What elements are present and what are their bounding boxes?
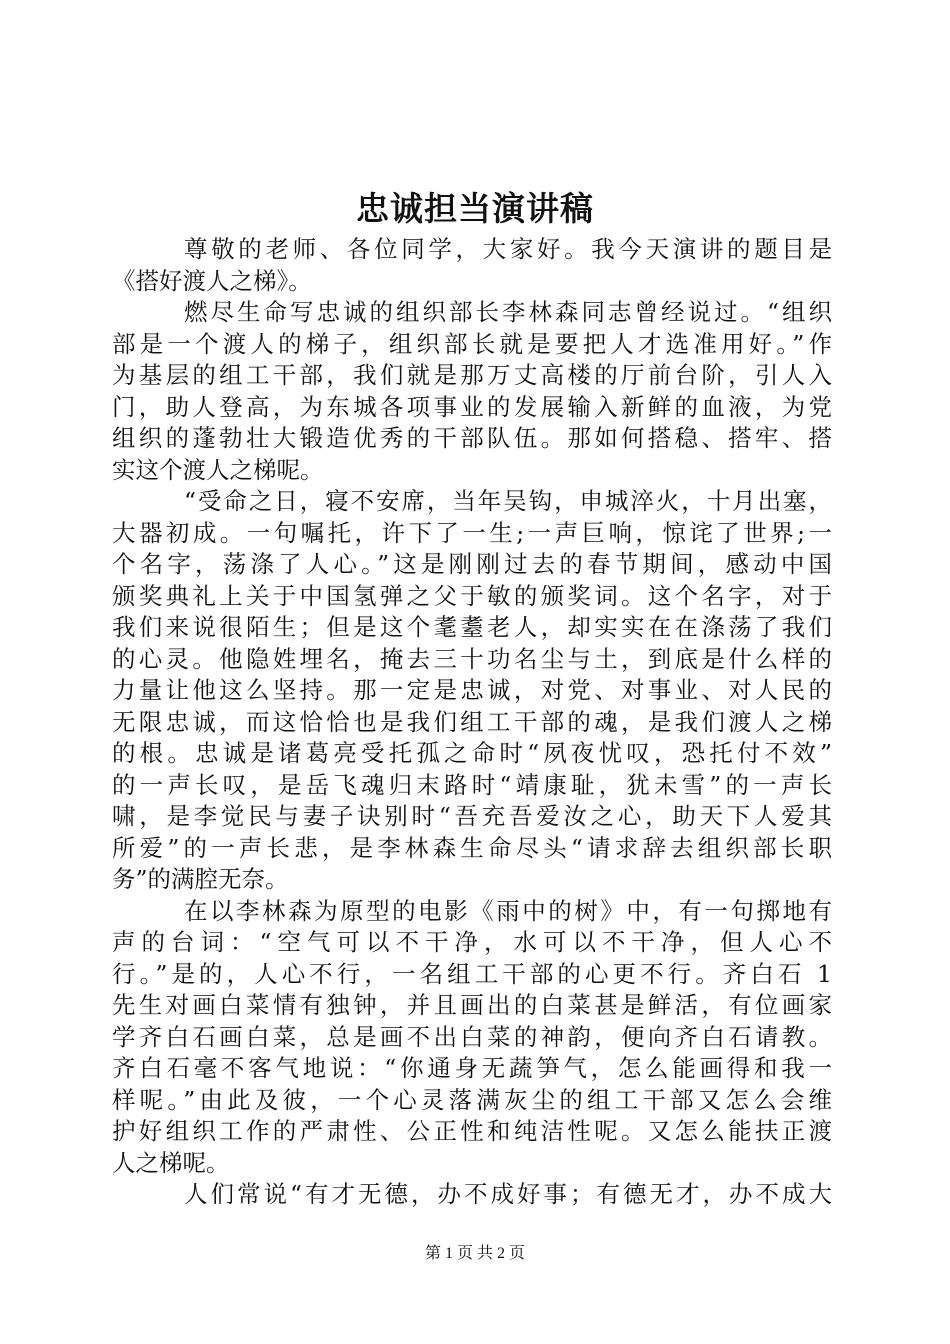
- text-line: 声的台词：“空气可以不干净，水可以不干净，但人心不: [112, 928, 832, 956]
- text-line: 在以李林森为原型的电影《雨中的树》中，有一句掷地有: [184, 896, 832, 925]
- text-line: 《搭好渡人之梯》。: [112, 266, 312, 295]
- text-line: 样呢。”由此及彼，一个心灵落满灰尘的组工干部又怎么会维: [112, 1085, 832, 1114]
- text-line: 啸，是李觉民与妻子诀别时“吾充吾爱汝之心，助天下人爱其: [112, 802, 832, 830]
- text-line: 护好组织工作的严肃性、公正性和纯洁性呢。又怎么能扶正渡: [112, 1117, 832, 1145]
- text-line: 的心灵。他隐姓埋名，掩去三十功名尘与土，到底是什么样的: [112, 644, 832, 673]
- text-line: 部是一个渡人的梯子，组织部长就是要把人才选准用好。”作: [112, 329, 832, 358]
- text-line: “受命之日，寝不安席，当年吴钩，申城淬火，十月出塞，: [184, 487, 832, 515]
- text-line: 务”的满腔无奈。: [112, 865, 289, 893]
- text-line: 尊敬的老师、各位同学，大家好。我今天演讲的题目是: [184, 235, 832, 263]
- page-footer: 第 1 页 共 2 页: [424, 1245, 525, 1262]
- text-line: 我们来说很陌生；但是这个耄耋老人，却实实在在涤荡了我们: [112, 613, 832, 641]
- text-line: 个名字，荡涤了人心。”这是刚刚过去的春节期间，感动中国: [112, 550, 832, 578]
- text-line: 力量让他这么坚持。那一定是忠诚，对党、对事业、对人民的: [112, 676, 832, 704]
- text-line: 人们常说“有才无德，办不成好事；有德无才，办不成大: [184, 1180, 832, 1208]
- text-line: 组织的蓬勃壮大锻造优秀的干部队伍。那如何搭稳、搭牢、搭: [112, 424, 832, 452]
- text-line: 学齐白石画白菜，总是画不出白菜的神韵，便向齐白石请教。: [112, 1022, 832, 1051]
- text-line: 所爱”的一声长悲，是李林森生命尽头“请求辞去组织部长职: [112, 833, 832, 862]
- text-line: 人之梯呢。: [112, 1148, 230, 1177]
- text-line: 实这个渡人之梯呢。: [112, 455, 324, 484]
- text-line: 的根。忠诚是诸葛亮受托孤之命时“夙夜忧叹，恐托付不效”: [112, 739, 832, 767]
- document-body: [112, 234, 832, 1211]
- text-line: 无限忠诚，而这恰恰也是我们组工干部的魂，是我们渡人之梯: [112, 707, 832, 736]
- text-line: 燃尽生命写忠诚的组织部长李林森同志曾经说过。“组织: [184, 298, 832, 326]
- document-title: 忠诚担当演讲稿: [356, 189, 594, 228]
- text-line: 大器初成。一句嘱托，许下了一生;一声巨响，惊诧了世界;一: [112, 518, 832, 547]
- text-line: 先生对画白菜情有独钟，并且画出的白菜甚是鲜活，有位画家: [112, 991, 832, 1019]
- text-line: 门，助人登高，为东城各项事业的发展输入新鲜的血液，为党: [112, 392, 832, 421]
- text-line: 为基层的组工干部，我们就是那万丈高楼的厅前台阶，引人入: [112, 361, 832, 389]
- text-line: 的一声长叹，是岳飞魂归末路时“靖康耻，犹未雪”的一声长: [112, 770, 832, 799]
- text-line: 齐白石毫不客气地说：“你通身无蔬笋气，怎么能画得和我一: [112, 1054, 832, 1082]
- text-line: 行。”是的，人心不行，一名组工干部的心更不行。齐白石 1: [112, 959, 832, 988]
- text-line: 颁奖典礼上关于中国氢弹之父于敏的颁奖词。这个名字，对于: [112, 581, 832, 610]
